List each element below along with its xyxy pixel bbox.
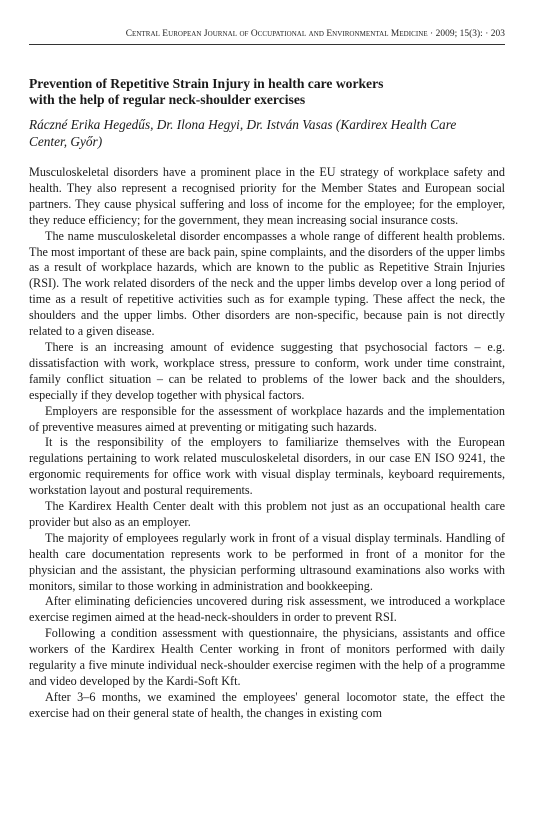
header-rule (29, 44, 505, 45)
article-authors (29, 116, 505, 150)
citation: · 2009; 15(3): · 203 (427, 29, 505, 39)
authors-line-1: Ráczné Erika Hegedűs, Dr. Ilona Hegyi, Dr. István Vasas (Kardirex Health Care (29, 117, 457, 132)
paragraph: The name musculoskeletal disorder encompasses a whole range of different health problems. The most important of these are back pain, spine complaints, and the disorders of the upper limbs as a result of workplace hazards, which are known to the public as Repetitive Strain Injuries (RSI). The work related disorders of the neck and the upper limbs develop over a long period of time as a result of repetitive activities such as for example typing. These affect the neck, the shoulders and the upper limbs. Other disorders are non-specific, because pain is not directly related to a given disease. (29, 228, 505, 339)
title-line-1: Prevention of Repetitive Strain Injury in health care workers (29, 76, 384, 91)
article-body (29, 165, 505, 722)
authors-line-2: Center, Győr) (29, 134, 103, 149)
paragraph: There is an increasing amount of evidence suggesting that psychosocial factors – e.g. dissatisfaction with work, workplace stress, pressure to conform, work under time constraint, family conflict situation – can be related to problems of the lower back and the shoulders, especially if they develop together with physical factors. (29, 339, 505, 402)
paragraph: It is the responsibility of the employers to familiarize themselves with the European regulations pertaining to work related musculoskeletal disorders, in our case EN ISO 9241, the ergonomic requirements for office work with visual display terminals, keyboard requirements, workstation layout and postural requirements. (29, 435, 505, 498)
paragraph: Musculoskeletal disorders have a prominent place in the EU strategy of workplace safety and health. They also represent a recognised priority for the Member States and European social partners. They cause physical suffering and loss of income for the employee; for the employer, they reduce efficiency; for the government, they mean increasing social insurance costs. (29, 165, 505, 227)
paragraph: Following a condition assessment with questionnaire, the physicians, assistants and office workers of the Kardirex Health Center working in front of monitors performed with daily regularity a five minute individual neck-shoulder exercise regimen with the help of a programme and video developed by the Kardi-Soft Kft. (29, 626, 505, 688)
title-line-2: with the help of regular neck-shoulder exercises (29, 92, 306, 107)
paragraph: After 3–6 months, we examined the employees' general locomotor state, the effect the exercise had on their general state of health, the changes in existing com (29, 689, 505, 720)
running-head (126, 29, 505, 39)
paragraph: Employers are responsible for the assessment of workplace hazards and the implementation of preventive measures aimed at preventing or mitigating such hazards. (29, 403, 505, 434)
paragraph: The Kardirex Health Center dealt with this problem not just as an occupational health care provider but also as an employer. (29, 499, 505, 529)
article-title (29, 76, 505, 108)
journal-name: Central European Journal of Occupational and Environmental Medicine (125, 29, 428, 39)
paragraph: After eliminating deficiencies uncovered during risk assessment, we introduced a workplace exercise regimen aimed at the head-neck-shoulders in order to prevent RSI. (29, 594, 505, 625)
paragraph: The majority of employees regularly work in front of a visual display terminals. Handling of health care documentation represents work to be performed in front of a monitor for the physician and the assistant, the physician performing ultrasound examinations also works with monitors, similar to those working in administration and bookkeeping. (29, 530, 505, 593)
